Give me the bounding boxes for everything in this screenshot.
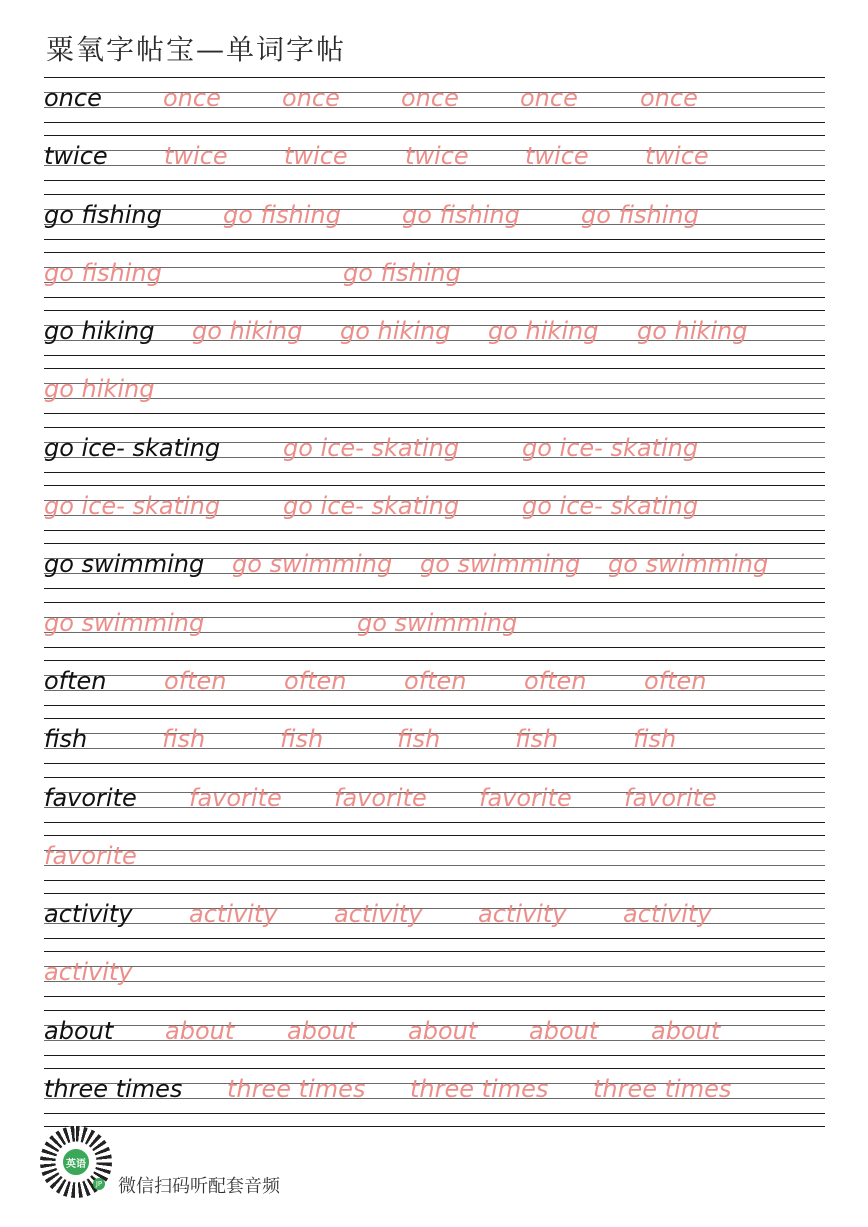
- trace-word: activity: [189, 900, 278, 929]
- guide-line: [44, 194, 825, 195]
- page-title: 粟氧字帖宝—单词字帖: [46, 33, 347, 66]
- guide-line: [44, 1010, 825, 1011]
- guide-line: [44, 865, 825, 866]
- trace-word: go swimming: [232, 550, 393, 579]
- trace-word: often: [164, 666, 227, 695]
- model-word: go ice- skating: [44, 433, 221, 462]
- guide-line: [44, 310, 825, 311]
- trace-word: fish: [633, 725, 677, 754]
- trace-word: go swimming: [608, 550, 769, 579]
- guide-line: [44, 180, 825, 181]
- guide-line: [44, 77, 825, 78]
- trace-word: twice: [284, 142, 348, 171]
- trace-word: activity: [44, 958, 133, 987]
- trace-word: go fishing: [223, 200, 341, 229]
- trace-word: fish: [397, 725, 441, 754]
- guide-line: [44, 966, 825, 967]
- guide-line: [44, 705, 825, 706]
- guide-line: [44, 1113, 825, 1114]
- qr-code-icon[interactable]: [40, 1126, 112, 1198]
- trace-word: go hiking: [44, 375, 155, 404]
- guide-line: [44, 427, 825, 428]
- trace-word: three times: [593, 1075, 732, 1104]
- model-word: twice: [44, 142, 108, 171]
- guide-line: [44, 938, 825, 939]
- guide-line: [44, 297, 825, 298]
- guide-line: [44, 485, 825, 486]
- guide-line: [44, 850, 825, 851]
- trace-word: favorite: [624, 783, 717, 812]
- guide-line: [44, 763, 825, 764]
- trace-word: go ice- skating: [522, 433, 699, 462]
- guide-line: [44, 543, 825, 544]
- trace-word: favorite: [189, 783, 282, 812]
- model-word: about: [44, 1016, 114, 1045]
- guide-line: [44, 951, 825, 952]
- trace-word: once: [401, 84, 459, 112]
- trace-word: go hiking: [340, 317, 451, 346]
- guide-line: [44, 996, 825, 997]
- trace-word: favorite: [334, 783, 427, 812]
- scan-instruction: 微信扫码听配套音频: [118, 1176, 280, 1197]
- trace-word: about: [165, 1016, 235, 1045]
- practice-row: [44, 777, 825, 835]
- model-word: favorite: [44, 783, 137, 812]
- trace-word: three times: [227, 1075, 366, 1104]
- trace-word: go ice- skating: [522, 492, 699, 521]
- guide-line: [44, 822, 825, 823]
- brand-dot-icon: JP: [93, 1178, 105, 1190]
- guide-line: [44, 718, 825, 719]
- practice-row: [44, 368, 825, 426]
- trace-word: go hiking: [488, 317, 599, 346]
- trace-word: often: [644, 666, 707, 695]
- trace-word: about: [529, 1016, 599, 1045]
- trace-word: twice: [525, 142, 589, 171]
- trace-word: three times: [410, 1075, 549, 1104]
- guide-line: [44, 835, 825, 836]
- practice-row: [44, 835, 825, 893]
- trace-word: often: [284, 666, 347, 695]
- guide-line: [44, 122, 825, 123]
- practice-row: [44, 194, 825, 252]
- trace-word: about: [408, 1016, 478, 1045]
- practice-row: [44, 135, 825, 193]
- practice-row: [44, 485, 825, 543]
- guide-line: [44, 398, 825, 399]
- trace-word: go hiking: [637, 317, 748, 346]
- trace-word: go swimming: [420, 550, 581, 579]
- guide-line: [44, 893, 825, 894]
- guide-line: [44, 135, 825, 136]
- trace-word: go fishing: [44, 258, 162, 287]
- trace-word: once: [163, 84, 221, 112]
- trace-word: once: [520, 84, 578, 112]
- guide-line: [44, 472, 825, 473]
- guide-line: [44, 602, 825, 603]
- trace-word: go swimming: [44, 608, 205, 637]
- practice-row: [44, 543, 825, 601]
- guide-line: [44, 981, 825, 982]
- trace-word: go fishing: [343, 258, 461, 287]
- model-word: activity: [44, 900, 133, 929]
- guide-line: [44, 383, 825, 384]
- guide-line: [44, 368, 825, 369]
- practice-row: [44, 1010, 825, 1068]
- trace-word: about: [287, 1016, 357, 1045]
- trace-word: activity: [623, 900, 712, 929]
- guide-line: [44, 1126, 825, 1127]
- model-word: go fishing: [44, 200, 162, 229]
- guide-line: [44, 1068, 825, 1069]
- trace-word: fish: [162, 725, 206, 754]
- guide-line: [44, 777, 825, 778]
- model-word: three times: [44, 1075, 183, 1104]
- trace-word: go ice- skating: [44, 492, 221, 521]
- trace-word: twice: [164, 142, 228, 171]
- practice-sheet: [44, 77, 825, 1127]
- model-word: go hiking: [44, 317, 155, 346]
- trace-word: once: [640, 84, 698, 112]
- trace-word: go ice- skating: [283, 433, 460, 462]
- trace-word: go swimming: [357, 608, 518, 637]
- practice-row: [44, 660, 825, 718]
- practice-row: [44, 427, 825, 485]
- trace-word: often: [404, 666, 467, 695]
- guide-line: [44, 530, 825, 531]
- practice-row: [44, 1068, 825, 1126]
- guide-line: [44, 1055, 825, 1056]
- trace-word: twice: [645, 142, 709, 171]
- guide-line: [44, 647, 825, 648]
- trace-word: favorite: [479, 783, 572, 812]
- english-badge: 英语: [61, 1147, 91, 1177]
- trace-word: go hiking: [192, 317, 303, 346]
- trace-word: go fishing: [402, 200, 520, 229]
- guide-line: [44, 252, 825, 253]
- guide-line: [44, 660, 825, 661]
- trace-word: once: [282, 84, 340, 112]
- practice-row: [44, 602, 825, 660]
- trace-word: activity: [334, 900, 423, 929]
- practice-row: [44, 252, 825, 310]
- trace-word: often: [524, 666, 587, 695]
- guide-line: [44, 880, 825, 881]
- model-word: fish: [44, 725, 88, 754]
- trace-word: about: [651, 1016, 721, 1045]
- trace-word: fish: [280, 725, 324, 754]
- trace-word: go ice- skating: [283, 492, 460, 521]
- practice-row: [44, 951, 825, 1009]
- model-word: go swimming: [44, 550, 205, 579]
- practice-row: [44, 718, 825, 776]
- practice-row: [44, 893, 825, 951]
- guide-line: [44, 239, 825, 240]
- trace-word: go fishing: [581, 200, 699, 229]
- practice-row: [44, 77, 825, 135]
- guide-line: [44, 588, 825, 589]
- trace-word: activity: [478, 900, 567, 929]
- trace-word: fish: [515, 725, 559, 754]
- model-word: often: [44, 666, 107, 695]
- practice-row: [44, 310, 825, 368]
- guide-line: [44, 355, 825, 356]
- trace-word: twice: [405, 142, 469, 171]
- guide-line: [44, 413, 825, 414]
- trace-word: favorite: [44, 841, 137, 870]
- model-word: once: [44, 84, 102, 112]
